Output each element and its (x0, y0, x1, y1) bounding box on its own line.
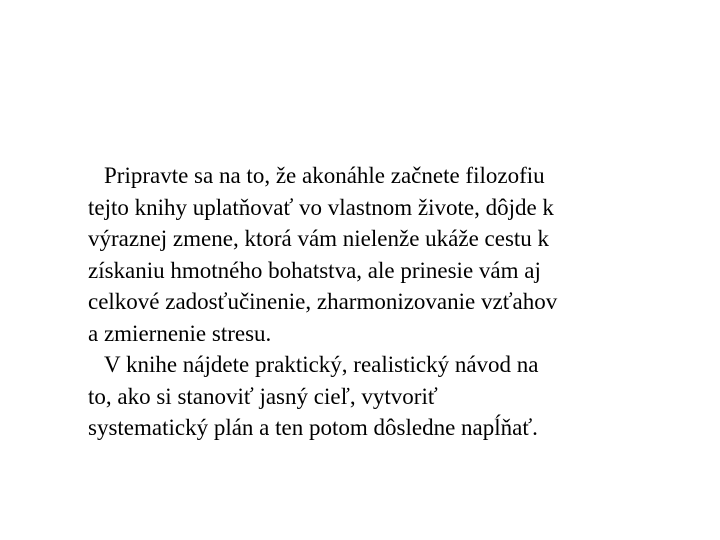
text-line: V knihe nájdete praktický, realistický návod na (104, 352, 539, 377)
text-line: to, ako si stanoviť jasný cieľ, vytvoriť (88, 383, 438, 409)
text-line: a zmiernenie stresu. (88, 320, 272, 346)
text-line: Pripravte sa na to, že akonáhle začnete filozofiu (104, 163, 545, 188)
text-line: získaniu hmotného bohatstva, ale prinesie vám aj (88, 257, 541, 283)
text-line: tejto knihy uplatňovať vo vlastnom živote, dôjde k (88, 194, 554, 220)
text-line: výraznej zmene, ktorá vám nielenže ukáže cestu k (88, 226, 550, 251)
text-line: celkové zadosťučinenie, zharmonizovanie vzťahov (88, 289, 558, 314)
paragraph-2 (88, 349, 668, 444)
text-line: systematický plán a ten potom dôsledne napĺňať. (88, 415, 538, 440)
body-text (88, 160, 668, 444)
paragraph-1 (88, 160, 668, 349)
